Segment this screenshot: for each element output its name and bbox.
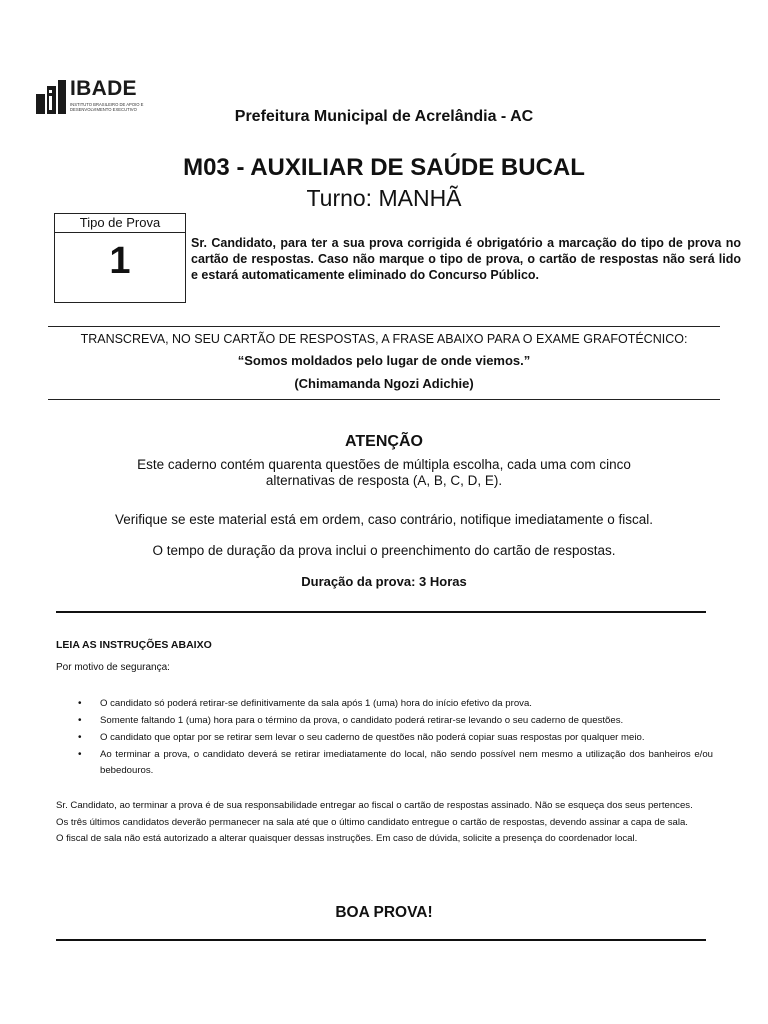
list-item [78,747,713,779]
bullet-icon: • [78,715,82,726]
organization-name: Prefeitura Municipal de Acrelândia - AC [234,108,534,125]
logo-brand: IBADE [70,77,137,100]
bullet-icon: • [78,698,82,709]
attention-tempo: O tempo de duração da prova inclui o preenchimento do cartão de respostas. [152,543,616,558]
instruction-paragraph: Sr. Candidato, ao terminar a prova é de sua responsabilidade entregar ao fiscal o cartão de respostas assinado. Não se esqueça dos seus pertences. [56,800,693,811]
grafotecnico-instruction: TRANSCREVA, NO SEU CARTÃO DE RESPOSTAS, A FRASE ABAIXO PARA O EXAME GRAFOTÉCNICO: [80,332,688,346]
grafotecnico-author: (Chimamanda Ngozi Adichie) [294,376,474,391]
list-item-text: O candidato só poderá retirar-se definitivamente da sala após 1 (uma) hora do início efetivo da prova. [100,698,532,709]
divider [48,326,720,327]
instructions-list [78,696,713,780]
tipo-prova-box [54,213,186,303]
bullet-icon: • [78,749,82,760]
tipo-prova-value: 1 [109,240,131,282]
divider [56,939,706,941]
tipo-prova-notice: Sr. Candidato, para ter a sua prova corrigida é obrigatório a marcação do tipo de prova no cartão de respostas. Caso não marque o tipo de prova, o cartão de respostas não será lido e estará automaticamente eliminado do Concurso Público. [191,236,741,282]
instruction-paragraph: Os três últimos candidatos deverão permanecer na sala até que o último candidato entregue o cartão de respostas, devendo assinar a capa de sala. [56,816,688,828]
attention-caderno [0,457,768,489]
attention-caderno-line2: alternativas de resposta (A, B, C, D, E). [265,473,503,488]
tipo-prova-label: Tipo de Prova [55,214,185,233]
list-item-text: O candidato que optar por se retirar sem levar o seu caderno de questões não poderá copiar suas respostas por qualquer meio. [100,732,645,743]
instructions-heading: LEIA AS INSTRUÇÕES ABAIXO [56,639,212,651]
exam-shift: Turno: MANHÃ [306,185,462,211]
list-item [78,696,713,712]
logo-tagline: INSTITUTO BRASILEIRO DE APOIO E DESENVOLVIMENTO EXECUTIVO [70,102,144,112]
divider [48,399,720,400]
divider [56,611,706,613]
bullet-icon: • [78,732,82,743]
instruction-paragraph: O fiscal de sala não está autorizado a alterar quaisquer dessas instruções. Em caso de dúvida, solicite a presença do coordenador local. [56,833,638,844]
list-item-text: Somente faltando 1 (uma) hora para o término da prova, o candidato poderá retirar-se levando o seu caderno de questões. [100,715,624,726]
list-item-text: Ao terminar a prova, o candidato deverá se retirar imediatamente do local, não sendo possível nem mesmo a utilização dos banheiros e/ou bebedouros. [100,749,713,776]
instructions-intro: Por motivo de segurança: [56,662,170,673]
exam-duration: Duração da prova: 3 Horas [301,574,467,589]
list-item [78,730,713,746]
attention-verifique: Verifique se este material está em ordem, caso contrário, notifique imediatamente o fiscal. [114,512,654,527]
instructions-paragraphs [56,798,713,848]
attention-heading: ATENÇÃO [345,433,423,450]
exam-title: M03 - AUXILIAR DE SAÚDE BUCAL [183,154,585,181]
attention-caderno-line1: Este caderno contém quarenta questões de múltipla escolha, cada uma com cinco [137,457,631,472]
closing-message: BOA PROVA! [335,904,433,921]
list-item [78,713,713,729]
grafotecnico-phrase: “Somos moldados pelo lugar de onde viemos.” [237,353,531,368]
